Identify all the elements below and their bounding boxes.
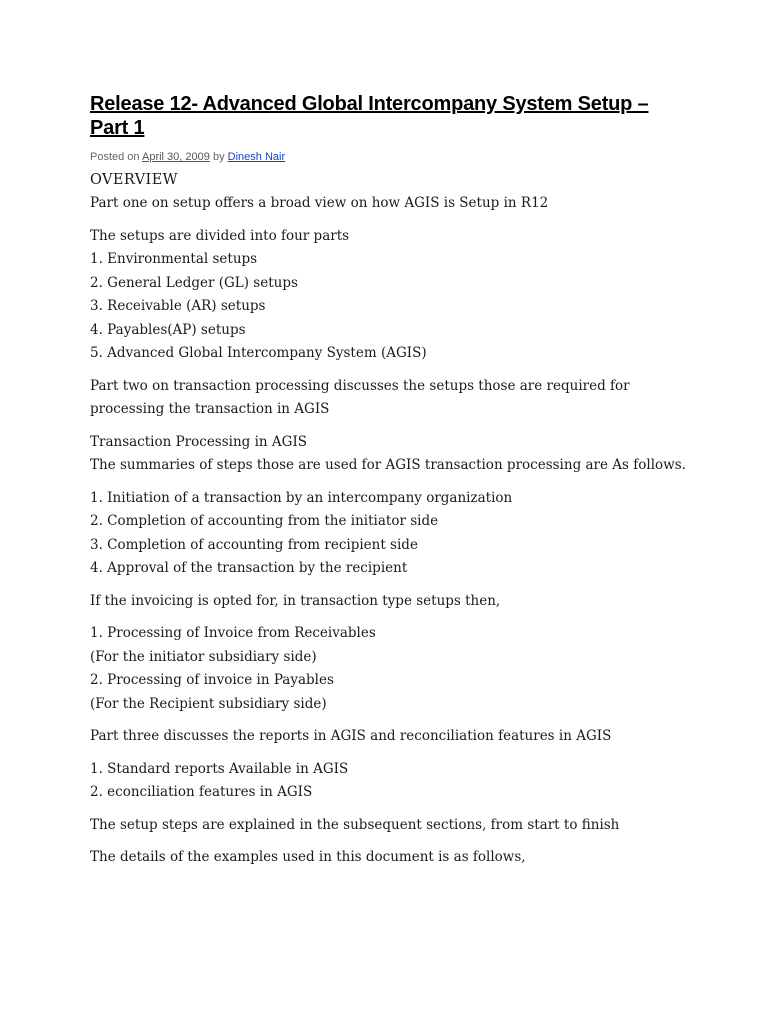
list-item: 4. Payables(AP) setups xyxy=(90,321,246,338)
list-item: 2. econciliation features in AGIS xyxy=(90,784,313,800)
list-item: (For the initiator subsidiary side) xyxy=(90,648,317,665)
examples-note: The details of the examples used in this document is as follows, xyxy=(90,849,526,865)
list-item: 1. Processing of Invoice from Receivables xyxy=(90,625,376,641)
list-item: 4. Approval of the transaction by the recipient xyxy=(90,560,408,576)
list-item: 2. Completion of accounting from the initiator side xyxy=(90,513,439,529)
invoicing-steps-list xyxy=(90,622,690,716)
list-item: 2. General Ledger (GL) setups xyxy=(90,274,298,291)
tp-summary: The summaries of steps those are used for AGIS transaction processing are As follows. xyxy=(90,457,686,473)
article-body xyxy=(90,192,690,870)
article-title[interactable]: Release 12- Advanced Global Intercompany System Setup – Part 1 xyxy=(90,93,649,139)
setups-block xyxy=(90,225,690,366)
posted-on-label: Posted on xyxy=(90,151,140,163)
transaction-processing-block xyxy=(90,431,690,478)
paragraph-line: Part two on transaction processing discusses the setups those are required for xyxy=(90,377,630,394)
article xyxy=(90,92,690,870)
list-item: (For the Recipient subsidiary side) xyxy=(90,695,327,712)
overview-heading: OVERVIEW xyxy=(90,172,178,188)
list-item: 3. Receivable (AR) setups xyxy=(90,298,266,314)
tp-steps-list xyxy=(90,487,690,581)
reports-list xyxy=(90,758,690,805)
intro-paragraph: Part one on setup offers a broad view on how AGIS is Setup in R12 xyxy=(90,195,549,211)
invoicing-intro: If the invoicing is opted for, in transaction type setups then, xyxy=(90,592,501,609)
list-item: 2. Processing of invoice in Payables xyxy=(90,672,334,688)
paragraph-line: processing the transaction in AGIS xyxy=(90,401,330,417)
tp-heading: Transaction Processing in AGIS xyxy=(90,433,308,450)
post-date-link[interactable]: April 30, 2009 xyxy=(142,151,210,163)
part-three-paragraph: Part three discusses the reports in AGIS and reconciliation features in AGIS xyxy=(90,728,612,744)
list-item: 1. Initiation of a transaction by an intercompany organization xyxy=(90,489,513,506)
list-item: 1. Environmental setups xyxy=(90,251,258,267)
list-item: 5. Advanced Global Intercompany System (AGIS) xyxy=(90,345,427,361)
by-label: by xyxy=(212,151,225,163)
list-item: 3. Completion of accounting from recipient side xyxy=(90,536,418,553)
list-item: 1. Standard reports Available in AGIS xyxy=(90,760,349,777)
setup-steps-note: The setup steps are explained in the subsequent sections, from start to finish xyxy=(90,816,620,833)
post-meta xyxy=(90,150,690,164)
part-two-paragraph xyxy=(90,375,690,422)
author-link[interactable]: Dinesh Nair xyxy=(227,151,286,163)
setups-intro: The setups are divided into four parts xyxy=(90,227,350,244)
